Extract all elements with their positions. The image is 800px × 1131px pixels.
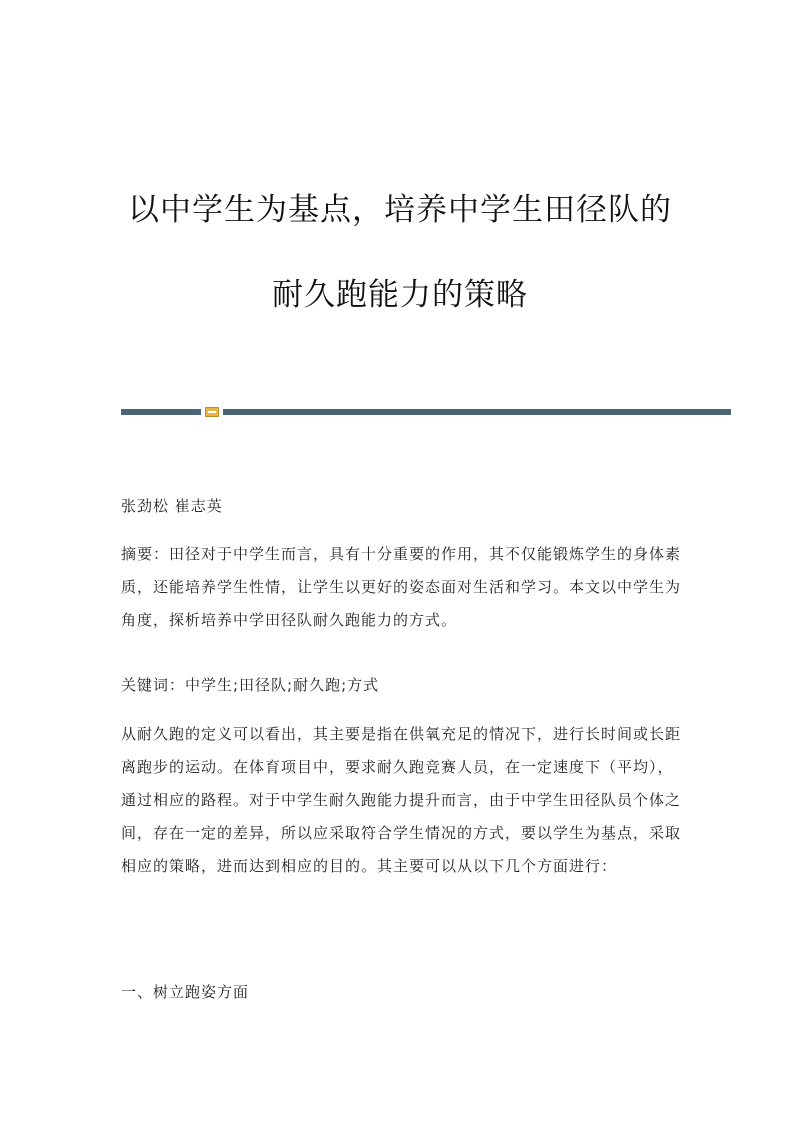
- authors: 张劲松 崔志英: [121, 497, 223, 515]
- keywords: 关键词：中学生;田径队;耐久跑;方式: [121, 676, 380, 694]
- divider-ornament-icon: [205, 407, 219, 417]
- document-title-line-1: 以中学生为基点，培养中学生田径队的: [128, 192, 672, 228]
- title-divider-right: [223, 409, 731, 415]
- body-paragraph: 从耐久跑的定义可以看出，其主要是指在供氧充足的情况下，进行长时间或长距离跑步的运动。在体育项目中，要求耐久跑竞赛人员，在一定速度下（平均），通过相应的路程。对于中学生耐久跑能力提升而言，由于中学生田径队员个体之间，存在一定的差异，所以应采取符合学生情况的方式，要以学生为基点，采取相应的策略，进而达到相应的目的。其主要可以从以下几个方面进行：: [121, 725, 682, 875]
- abstract: 摘要：田径对于中学生而言，具有十分重要的作用，其不仅能锻炼学生的身体素质，还能培养学生性情，让学生以更好的姿态面对生活和学习。本文以中学生为角度，探析培养中学田径队耐久跑能力的方式。: [121, 545, 682, 629]
- document-title-line-2: 耐久跑能力的策略: [272, 277, 528, 313]
- section-heading: 一、树立跑姿方面: [121, 983, 250, 1001]
- title-divider-left: [121, 409, 201, 415]
